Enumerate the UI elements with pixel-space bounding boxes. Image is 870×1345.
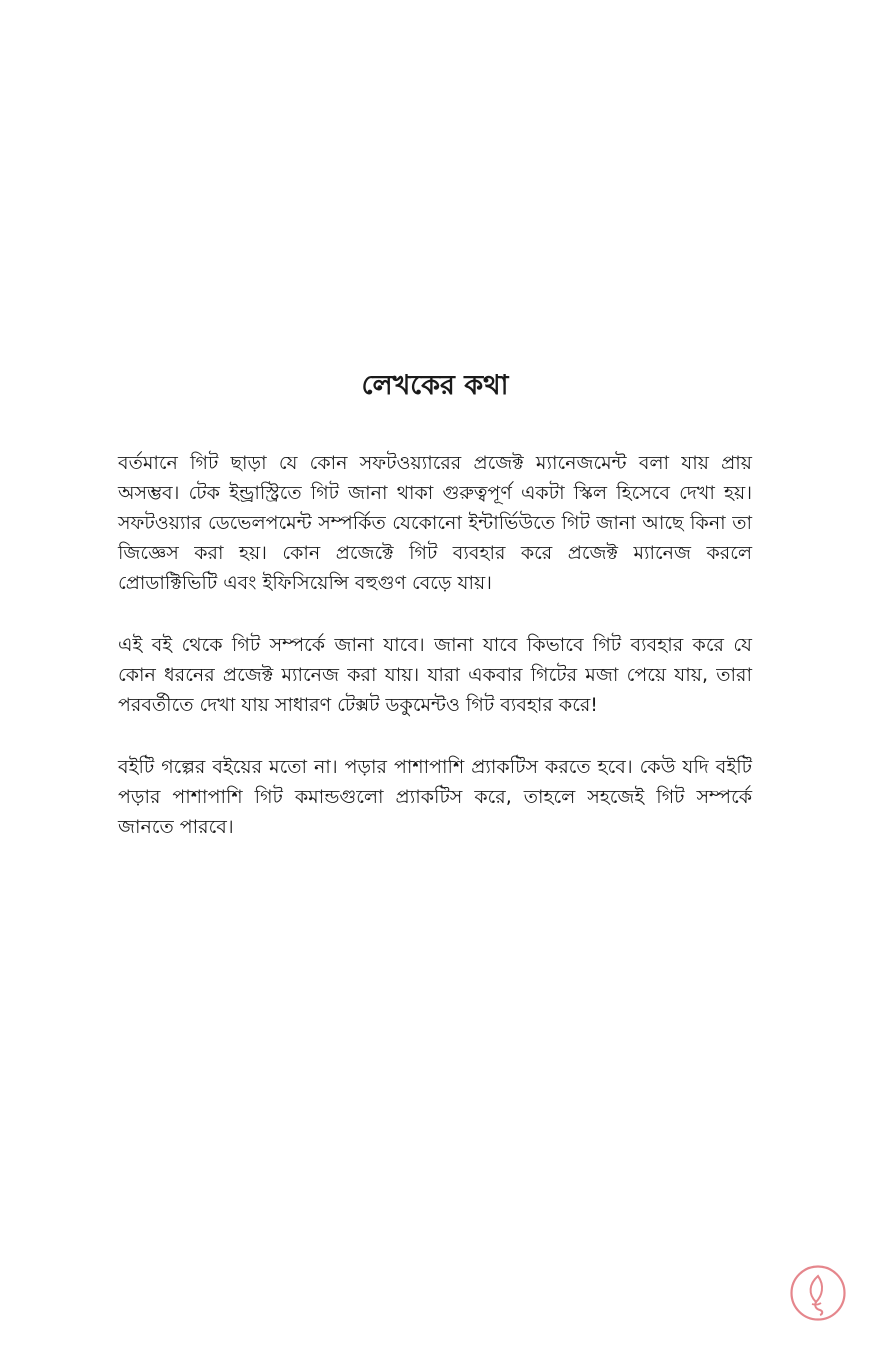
- paragraph-2: এই বই থেকে গিট সম্পর্কে জানা যাবে। জানা যাবে কিভাবে গিট ব্যবহার করে যে কোন ধরনের প্রজেক্ট ম্যানেজ করা যায়। যারা একবার গিটের মজা পেয়ে যায়, তারা পরবর্তীতে দেখা যায় সাধারণ টেক্সট ডকুমেন্টও গিট ব্যবহার করে!: [118, 634, 752, 716]
- publisher-logo-icon: [789, 1264, 847, 1322]
- page-title: লেখকের কথা: [361, 370, 509, 401]
- page-body: [118, 448, 752, 874]
- paragraph-1: বর্তমানে গিট ছাড়া যে কোন সফটওয়্যারের প্রজেক্ট ম্যানেজমেন্ট বলা যায় প্রায় অসম্ভব। টেক ইন্ড্রাস্ট্রিতে গিট জানা থাকা গুরুত্বপূর্ণ একটা স্কিল হিসেবে দেখা হয়। সফটওয়্যার ডেভেলপমেন্ট সম্পর্কিত যেকোনো ইন্টার্ভিউতে গিট জানা আছে কিনা তা জিজ্ঞেস করা হয়। কোন প্রজেক্টে গিট ব্যবহার করে প্রজেক্ট ম্যানেজ করলে প্রোডাক্টিভিটি এবং ইফিসিয়েন্সি বহুগুণ বেড়ে যায়।: [118, 452, 752, 594]
- paragraph-3: বইটি গল্পের বইয়ের মতো না। পড়ার পাশাপাশি প্র্যাকটিস করতে হবে। কেউ যদি বইটি পড়ার পাশাপাশি গিট কমান্ডগুলো প্র্যাকটিস করে, তাহলে সহজেই গিট সম্পর্কে জানতে পারবে।: [118, 756, 752, 838]
